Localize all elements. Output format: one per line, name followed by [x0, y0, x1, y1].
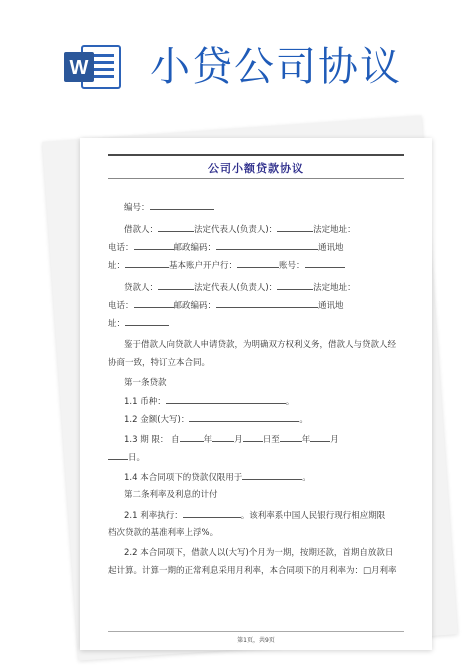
page-footer: 第1页，共9页 [237, 637, 275, 644]
line-rate: 2.1 利率执行： 。该利率系中国人民银行现行相应期限 [108, 508, 406, 521]
line-phone: 电话： 邮政编码： 通讯地 [108, 240, 406, 253]
page-title: 小贷公司协议 [150, 44, 402, 90]
line-repay-1: 2.2 本合同项下，借款人以(大写)个月为一期，按期还款，首期自放款日 [124, 548, 394, 558]
line-number: 编号： [108, 200, 406, 213]
line-borrower: 借款人： 法定代表人(负责人)： 法定地址： [108, 222, 406, 235]
document-title: 公司小额贷款协议 [208, 162, 304, 175]
preamble-line-1: 鉴于借款人向贷款人申请贷款，为明确双方权利义务，借款人与贷款人经 [124, 340, 397, 350]
footer-rule [108, 631, 404, 632]
article-2-heading: 第二条利率及利息的计付 [124, 490, 218, 500]
top-rule [108, 154, 404, 156]
blank [150, 200, 214, 210]
line-term: 1.3 期 限： 自 年 月 日至 年 月 [108, 432, 406, 445]
line-repay-2: 起计算。计算一期的正常利息采用月利率，本合同项下的月利率为：□月利率 [108, 566, 397, 576]
line-rate-desc: 档次贷款的基准利率上浮%。 [108, 528, 219, 538]
line-lender: 贷款人： 法定代表人(负责人)： 法定地址： [108, 280, 406, 293]
article-1-heading: 第一条贷款 [124, 378, 167, 388]
line-bank: 址： 基本账户开户行： 账号： [108, 258, 406, 271]
header-banner [0, 0, 474, 110]
line-phone-2: 电话： 邮政编码： 通讯地 [108, 298, 406, 311]
line-amount: 1.2 金额(大写)： 。 [108, 412, 406, 425]
line-address-2: 址： [108, 316, 406, 329]
line-currency: 1.1 币种： 。 [108, 394, 406, 407]
line-term-end: 日。 [108, 450, 406, 463]
svg-text:W: W [69, 57, 89, 79]
line-purpose: 1.4 本合同项下的贷款仅限用于 。 [108, 470, 406, 483]
document-page [80, 138, 432, 650]
preamble-line-2: 协商一致，特订立本合同。 [108, 358, 211, 368]
title-rule [108, 178, 404, 179]
word-icon [64, 42, 122, 92]
